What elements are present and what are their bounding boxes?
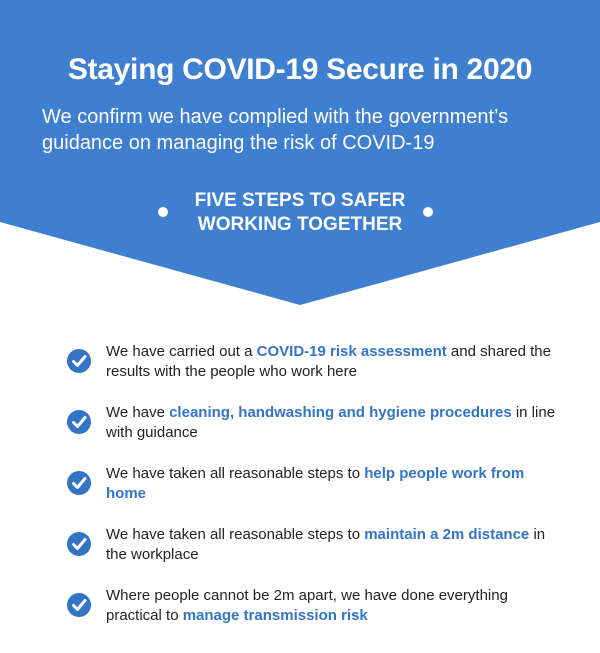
list-item-text: [106, 525, 556, 565]
checkmark-circle-icon: [66, 409, 92, 435]
header-banner: [0, 0, 600, 305]
list-item-text-plain: and shared the results with the people who work here: [106, 343, 551, 380]
list-item-text-plain: We have carried out a: [106, 343, 257, 360]
list-item-text-plain: in the workplace: [106, 526, 546, 563]
list-item-text: [106, 342, 556, 382]
list-item-highlight: help people work from home: [106, 465, 525, 502]
steps-heading: [150, 189, 450, 237]
list-item-text: [106, 403, 556, 443]
checkmark-circle-icon: [66, 470, 92, 496]
checkmark-circle-icon: [66, 531, 92, 557]
list-item: [0, 586, 600, 628]
list-item-highlight: COVID-19 risk assessment: [256, 343, 447, 360]
list-item-highlight: cleaning, handwashing and hygiene procedures: [169, 404, 512, 421]
steps-heading-line-1: FIVE STEPS TO SAFER: [194, 190, 406, 211]
list-item-text-plain: We have taken all reasonable steps to: [106, 465, 365, 482]
list-item-highlight: maintain a 2m distance: [364, 526, 530, 543]
list-item-text: [106, 464, 556, 504]
steps-heading-line-2: WORKING TOGETHER: [197, 214, 403, 235]
list-item: [0, 342, 600, 384]
list-item-text-plain: We have: [106, 404, 170, 421]
list-item: [0, 525, 600, 567]
page-subtitle: We confirm we have complied with the government’s guidance on managing the risk of COVID-19: [42, 106, 509, 154]
bullet-dot-icon: [423, 207, 433, 217]
list-item-text-plain: We have taken all reasonable steps to: [106, 526, 365, 543]
list-item: [0, 403, 600, 445]
list-item-highlight: manage transmission risk: [182, 607, 368, 624]
page-title: Staying COVID-19 Secure in 2020: [67, 53, 533, 86]
list-item-text: [106, 586, 556, 626]
list-item: [0, 464, 600, 506]
checkmark-circle-icon: [66, 592, 92, 618]
list-item-text-plain: in line with guidance: [106, 404, 556, 441]
checkmark-circle-icon: [66, 348, 92, 374]
list-item-text-plain: Where people cannot be 2m apart, we have done everything practical to: [106, 587, 508, 624]
